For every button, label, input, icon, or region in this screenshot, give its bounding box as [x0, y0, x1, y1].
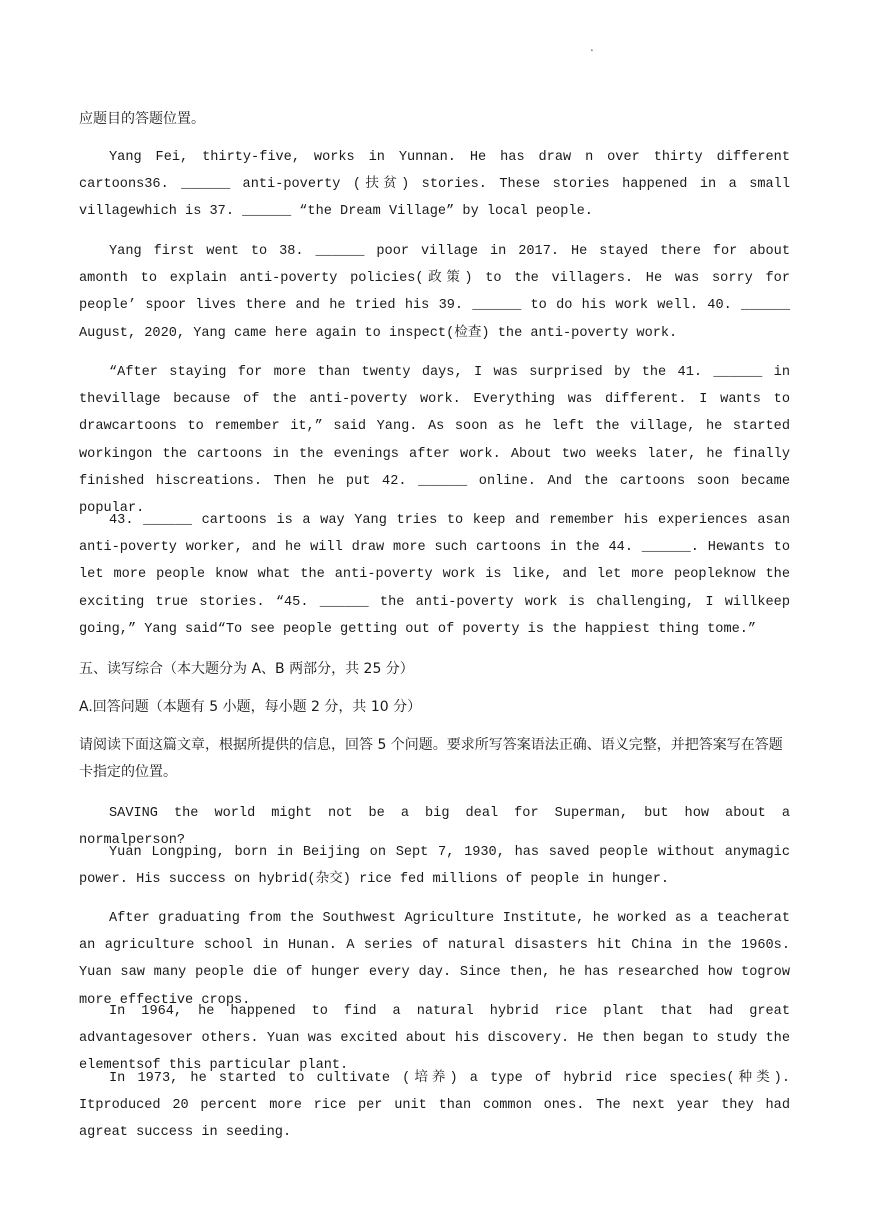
passage-a-paragraph-3: “After staying for more than twenty days, I was surprised by the 41. ______ in thevillage because of the anti-poverty work. Everything was different. I wants to drawcartoons to remember it,” said Yang. As soon as he left the village, he started workingon the cartoons in the evenings after work. About two weeks later, he finally finished hiscreations. Then he put 42. ______ online. And the cartoons soon became popular.	[79, 365, 790, 517]
passage-a-paragraph-2: Yang first went to 38. ______ poor village in 2017. He stayed there for about amonth to explain anti-poverty policies(政策) to the villagers. He was sorry for people’ spoor lives there and he tried his 39. ______ to do his work well. 40. ______ August, 2020, Yang came here again to inspect(检查) the anti-poverty work.	[79, 244, 790, 341]
passage-b-paragraph-4: In 1964, he happened to find a natural hybrid rice plant that had great advantagesover others. Yuan was excited about his discovery. He then began to study the elementsof this particular plant.	[79, 1004, 790, 1074]
section-5-heading: 五、读写综合（本大题分为 A、B 两部分，共 25 分）	[79, 661, 414, 677]
passage-a-paragraph-1: Yang Fei, thirty-five, works in Yunnan. He has draw n over thirty different cartoons36. ______ anti-poverty (扶贫) stories. These stories happened in a small villagewhich is 37. ______ “the Dream Village” by local people.	[79, 150, 790, 220]
section-5-part-a-heading: A.回答问题（本题有 5 小题，每小题 2 分，共 10 分）	[79, 699, 422, 715]
page-marker-dot: .	[590, 40, 594, 54]
passage-b-paragraph-2: Yuan Longping, born in Beijing on Sept 7, 1930, has saved people without anymagic power. His success on hybrid(杂交) rice fed millions of people in hunger.	[79, 845, 790, 888]
passage-b-paragraph-5: In 1973, he started to cultivate (培养) a type of hybrid rice species(种类). Itproduced 20 percent more rice per unit than common ones. The next year they had agreat success in seeding.	[79, 1071, 790, 1141]
passage-b-paragraph-3: After graduating from the Southwest Agriculture Institute, he worked as a teacherat an agriculture school in Hunan. A series of natural disasters hit China in the 1960s. Yuan saw many people die of hunger every day. Since then, he has researched how togrow more effective crops.	[79, 911, 790, 1008]
reading-instruction: 请阅读下面这篇文章，根据所提供的信息，回答 5 个问题。要求所写答案语法正确、语义完整，并把答案写在答题卡指定的位置。	[79, 737, 783, 781]
passage-b-paragraph-1: SAVING the world might not be a big deal for Superman, but how about a normalperson?	[79, 806, 790, 849]
intro-line: 应题目的答题位置。	[79, 111, 205, 127]
passage-a-paragraph-4: 43. ______ cartoons is a way Yang tries to keep and remember his experiences asan anti-poverty worker, and he will draw more such cartoons in the 44. ______. Hewants to let more people know what the anti-poverty work is like, and let more peopleknow the exciting true stories. “45. ______ the anti-poverty work is challenging, I willkeep going,” Yang said“To see people getting out of poverty is the happiest thing tome.”	[79, 513, 790, 637]
